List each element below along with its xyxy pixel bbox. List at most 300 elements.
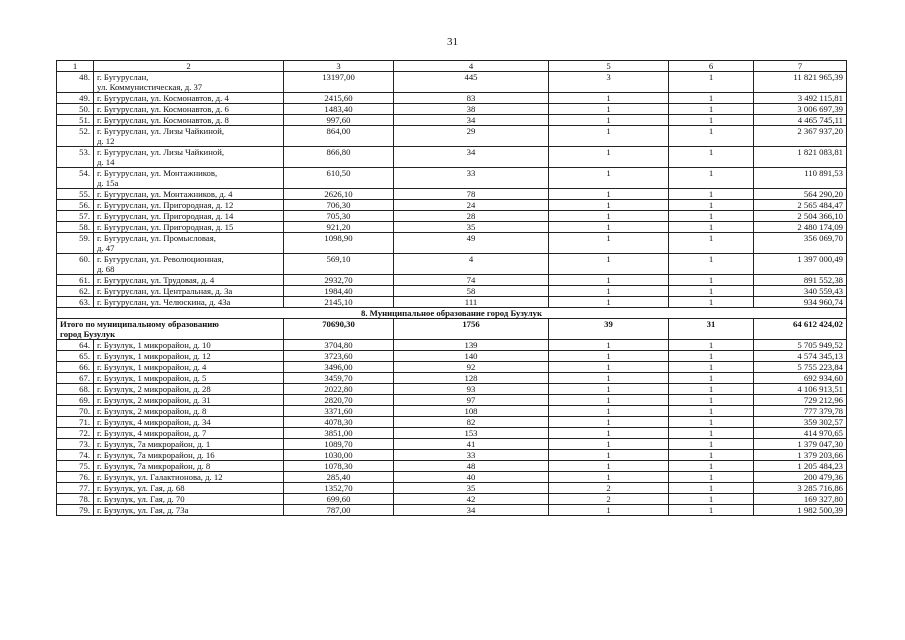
column-5-cell: 1 [549, 147, 669, 168]
count-cell: 49 [394, 233, 549, 254]
column-number-row [57, 61, 847, 72]
address-line: г. Бугуруслан, ул. Революционная, [97, 254, 224, 264]
table-row [57, 395, 847, 406]
table-row [57, 505, 847, 516]
table-row [57, 115, 847, 126]
address-cell [94, 340, 284, 351]
column-6-cell: 1 [669, 72, 754, 93]
area-cell: 1098,90 [284, 233, 394, 254]
count-cell: 40 [394, 472, 549, 483]
cost-cell: 729 212,96 [754, 395, 847, 406]
column-6-cell: 1 [669, 126, 754, 147]
column-6-cell: 1 [669, 211, 754, 222]
column-5-cell: 1 [549, 472, 669, 483]
total-label [57, 319, 284, 340]
count-cell: 28 [394, 211, 549, 222]
row-number-cell: 61. [57, 275, 94, 286]
count-cell: 42 [394, 494, 549, 505]
cost-cell: 3 285 716,86 [754, 483, 847, 494]
column-5-cell: 1 [549, 450, 669, 461]
count-cell: 445 [394, 72, 549, 93]
address-cell [94, 395, 284, 406]
count-cell: 97 [394, 395, 549, 406]
count-cell: 139 [394, 340, 549, 351]
total-column-5: 39 [549, 319, 669, 340]
area-cell: 3496,00 [284, 362, 394, 373]
area-cell: 1483,40 [284, 104, 394, 115]
address-cell [94, 275, 284, 286]
column-5-cell: 1 [549, 417, 669, 428]
area-cell: 2820,70 [284, 395, 394, 406]
column-6-cell: 1 [669, 233, 754, 254]
area-cell: 3723,60 [284, 351, 394, 362]
total-cost: 64 612 424,02 [754, 319, 847, 340]
column-5-cell: 1 [549, 406, 669, 417]
address-cell [94, 189, 284, 200]
address-cell [94, 505, 284, 516]
cost-cell: 777 379,78 [754, 406, 847, 417]
cost-cell: 891 552,38 [754, 275, 847, 286]
address-line: г. Бугуруслан, ул. Лизы Чайкиной, [97, 126, 225, 136]
address-line: г. Бузулук, ул. Гая, д. 73а [97, 505, 189, 515]
address-line: г. Бугуруслан, ул. Космонавтов, д. 4 [97, 93, 229, 103]
area-cell: 866,80 [284, 147, 394, 168]
table-row [57, 461, 847, 472]
count-cell: 83 [394, 93, 549, 104]
row-number-cell: 65. [57, 351, 94, 362]
column-6-cell: 1 [669, 115, 754, 126]
area-cell: 2145,10 [284, 297, 394, 308]
row-number-cell: 50. [57, 104, 94, 115]
address-line: г. Бузулук, 2 микрорайон, д. 28 [97, 384, 211, 394]
row-number-cell: 74. [57, 450, 94, 461]
column-6-cell: 1 [669, 351, 754, 362]
count-cell: 128 [394, 373, 549, 384]
area-cell: 921,20 [284, 222, 394, 233]
address-cell [94, 384, 284, 395]
count-cell: 33 [394, 168, 549, 189]
cost-cell: 340 559,43 [754, 286, 847, 297]
table-row [57, 104, 847, 115]
address-cell [94, 168, 284, 189]
count-cell: 82 [394, 417, 549, 428]
table-row [57, 147, 847, 168]
count-cell: 78 [394, 189, 549, 200]
count-cell: 108 [394, 406, 549, 417]
row-number-cell: 78. [57, 494, 94, 505]
column-6-cell: 1 [669, 254, 754, 275]
table-row [57, 189, 847, 200]
address-cell [94, 286, 284, 297]
row-number-cell: 68. [57, 384, 94, 395]
cost-cell: 5 705 949,52 [754, 340, 847, 351]
column-5-cell: 1 [549, 115, 669, 126]
row-number-cell: 70. [57, 406, 94, 417]
cost-cell: 1 379 203,66 [754, 450, 847, 461]
address-cell [94, 472, 284, 483]
address-cell [94, 450, 284, 461]
table-row [57, 200, 847, 211]
address-cell [94, 115, 284, 126]
address-cell [94, 406, 284, 417]
cost-cell: 110 891,53 [754, 168, 847, 189]
column-5-cell: 1 [549, 211, 669, 222]
column-5-cell: 1 [549, 384, 669, 395]
table-row [57, 72, 847, 93]
table-row [57, 211, 847, 222]
area-cell: 1089,70 [284, 439, 394, 450]
column-6-cell: 1 [669, 189, 754, 200]
address-line: г. Бузулук, 1 микрорайон, д. 12 [97, 351, 211, 361]
address-cell [94, 373, 284, 384]
row-number-cell: 57. [57, 211, 94, 222]
address-cell [94, 428, 284, 439]
cost-cell: 3 492 115,81 [754, 93, 847, 104]
area-cell: 864,00 [284, 126, 394, 147]
row-number-cell: 76. [57, 472, 94, 483]
column-6-cell: 1 [669, 417, 754, 428]
address-cell [94, 351, 284, 362]
count-cell: 33 [394, 450, 549, 461]
column-5-cell: 2 [549, 483, 669, 494]
count-cell: 38 [394, 104, 549, 115]
address-line: г. Бугуруслан, ул. Монтажников, д. 4 [97, 189, 233, 199]
area-cell: 569,10 [284, 254, 394, 275]
area-cell: 1030,00 [284, 450, 394, 461]
count-cell: 34 [394, 505, 549, 516]
area-cell: 1078,30 [284, 461, 394, 472]
area-cell: 3704,80 [284, 340, 394, 351]
count-cell: 34 [394, 147, 549, 168]
cost-cell: 1 205 484,23 [754, 461, 847, 472]
address-line: д. 15а [97, 178, 119, 188]
table-row [57, 494, 847, 505]
row-number-cell: 64. [57, 340, 94, 351]
column-6-cell: 1 [669, 362, 754, 373]
column-5-cell: 1 [549, 168, 669, 189]
column-6-cell: 1 [669, 472, 754, 483]
table-row [57, 351, 847, 362]
count-cell: 93 [394, 384, 549, 395]
area-cell: 3459,70 [284, 373, 394, 384]
table-row [57, 286, 847, 297]
column-number: 7 [754, 61, 847, 72]
column-5-cell: 3 [549, 72, 669, 93]
table-row [57, 439, 847, 450]
address-cell [94, 222, 284, 233]
table-row [57, 233, 847, 254]
table-row [57, 254, 847, 275]
address-cell [94, 297, 284, 308]
address-cell [94, 494, 284, 505]
area-cell: 699,60 [284, 494, 394, 505]
row-number-cell: 63. [57, 297, 94, 308]
area-cell: 2626,10 [284, 189, 394, 200]
total-label-line: Итого по муниципальному образованию [60, 319, 219, 329]
column-number: 1 [57, 61, 94, 72]
column-5-cell: 2 [549, 494, 669, 505]
address-line: г. Бузулук, 1 микрорайон, д. 5 [97, 373, 207, 383]
column-5-cell: 1 [549, 373, 669, 384]
address-line: д. 12 [97, 136, 115, 146]
address-line: г. Бугуруслан, ул. Пригородная, д. 14 [97, 211, 234, 221]
address-cell [94, 147, 284, 168]
total-area: 70690,30 [284, 319, 394, 340]
column-6-cell: 1 [669, 439, 754, 450]
column-6-cell: 1 [669, 340, 754, 351]
column-6-cell: 1 [669, 93, 754, 104]
total-row [57, 319, 847, 340]
page-number: 31 [447, 36, 458, 48]
address-cell [94, 461, 284, 472]
address-line: д. 68 [97, 264, 115, 274]
count-cell: 24 [394, 200, 549, 211]
row-number-cell: 58. [57, 222, 94, 233]
table-row [57, 297, 847, 308]
address-line: г. Бугуруслан, [97, 72, 149, 82]
cost-cell: 934 960,74 [754, 297, 847, 308]
column-5-cell: 1 [549, 93, 669, 104]
column-5-cell: 1 [549, 104, 669, 115]
cost-cell: 414 970,65 [754, 428, 847, 439]
cost-cell: 1 982 500,39 [754, 505, 847, 516]
row-number-cell: 77. [57, 483, 94, 494]
table-row [57, 362, 847, 373]
column-5-cell: 1 [549, 233, 669, 254]
address-line: г. Бузулук, 1 микрорайон, д. 10 [97, 340, 211, 350]
column-6-cell: 1 [669, 461, 754, 472]
column-6-cell: 1 [669, 494, 754, 505]
section-row [57, 308, 847, 319]
address-cell [94, 93, 284, 104]
table-row [57, 275, 847, 286]
count-cell: 4 [394, 254, 549, 275]
row-number-cell: 53. [57, 147, 94, 168]
column-6-cell: 1 [669, 168, 754, 189]
cost-cell: 4 106 913,51 [754, 384, 847, 395]
table-row [57, 417, 847, 428]
row-number-cell: 52. [57, 126, 94, 147]
table-row [57, 93, 847, 104]
column-5-cell: 1 [549, 505, 669, 516]
row-number-cell: 69. [57, 395, 94, 406]
address-line: г. Бугуруслан, ул. Промысловая, [97, 233, 216, 243]
address-line: г. Бузулук, ул. Гая, д. 70 [97, 494, 185, 504]
cost-cell: 1 379 047,30 [754, 439, 847, 450]
count-cell: 92 [394, 362, 549, 373]
row-number-cell: 60. [57, 254, 94, 275]
address-line: г. Бузулук, 7а микрорайон, д. 8 [97, 461, 211, 471]
column-5-cell: 1 [549, 362, 669, 373]
address-line: г. Бузулук, ул. Галактионова, д. 12 [97, 472, 223, 482]
table-row [57, 168, 847, 189]
column-6-cell: 1 [669, 147, 754, 168]
count-cell: 74 [394, 275, 549, 286]
row-number-cell: 75. [57, 461, 94, 472]
address-line: ул. Коммунистическая, д. 37 [97, 82, 203, 92]
column-5-cell: 1 [549, 126, 669, 147]
column-5-cell: 1 [549, 254, 669, 275]
table-row [57, 428, 847, 439]
column-6-cell: 1 [669, 373, 754, 384]
row-number-cell: 62. [57, 286, 94, 297]
row-number-cell: 49. [57, 93, 94, 104]
count-cell: 29 [394, 126, 549, 147]
count-cell: 35 [394, 483, 549, 494]
table-row [57, 483, 847, 494]
table-row [57, 373, 847, 384]
address-line: г. Бугуруслан, ул. Челюскина, д. 43а [97, 297, 231, 307]
total-column-6: 31 [669, 319, 754, 340]
column-number: 6 [669, 61, 754, 72]
cost-cell: 1 397 000,49 [754, 254, 847, 275]
cost-cell: 4 574 345,13 [754, 351, 847, 362]
cost-cell: 2 480 174,09 [754, 222, 847, 233]
address-line: г. Бугуруслан, ул. Центральная, д. 3а [97, 286, 233, 296]
column-6-cell: 1 [669, 505, 754, 516]
area-cell: 705,30 [284, 211, 394, 222]
area-cell: 285,40 [284, 472, 394, 483]
address-line: г. Бугуруслан, ул. Трудовая, д. 4 [97, 275, 215, 285]
cost-cell: 11 821 965,39 [754, 72, 847, 93]
cost-cell: 1 821 083,81 [754, 147, 847, 168]
column-6-cell: 1 [669, 104, 754, 115]
address-cell [94, 72, 284, 93]
address-line: г. Бузулук, 1 микрорайон, д. 4 [97, 362, 207, 372]
address-line: д. 14 [97, 157, 115, 167]
address-cell [94, 483, 284, 494]
address-line: г. Бузулук, 7а микрорайон, д. 1 [97, 439, 211, 449]
cost-cell: 2 565 484,47 [754, 200, 847, 211]
cost-cell: 359 302,57 [754, 417, 847, 428]
row-number-cell: 66. [57, 362, 94, 373]
column-5-cell: 1 [549, 395, 669, 406]
cost-cell: 692 934,60 [754, 373, 847, 384]
address-line: г. Бугуруслан, ул. Космонавтов, д. 8 [97, 115, 229, 125]
column-5-cell: 1 [549, 286, 669, 297]
cost-cell: 2 367 937,20 [754, 126, 847, 147]
table-row [57, 472, 847, 483]
cost-cell: 2 504 366,10 [754, 211, 847, 222]
address-line: г. Бугуруслан, ул. Монтажников, [97, 168, 218, 178]
address-line: г. Бузулук, 7а микрорайон, д. 16 [97, 450, 215, 460]
column-6-cell: 1 [669, 450, 754, 461]
column-6-cell: 1 [669, 483, 754, 494]
count-cell: 58 [394, 286, 549, 297]
row-number-cell: 59. [57, 233, 94, 254]
row-number-cell: 72. [57, 428, 94, 439]
address-cell [94, 126, 284, 147]
column-number: 5 [549, 61, 669, 72]
table-row [57, 126, 847, 147]
address-cell [94, 439, 284, 450]
count-cell: 48 [394, 461, 549, 472]
address-line: г. Бугуруслан, ул. Лизы Чайкиной, [97, 147, 225, 157]
table-row [57, 384, 847, 395]
table-body [57, 61, 847, 516]
table-row [57, 450, 847, 461]
column-5-cell: 1 [549, 297, 669, 308]
table-row [57, 340, 847, 351]
section-title: 8. Муниципальное образование город Бузулук [57, 308, 847, 319]
address-line: д. 47 [97, 243, 115, 253]
row-number-cell: 67. [57, 373, 94, 384]
table-row [57, 222, 847, 233]
row-number-cell: 54. [57, 168, 94, 189]
row-number-cell: 55. [57, 189, 94, 200]
cost-cell: 3 006 697,39 [754, 104, 847, 115]
area-cell: 4078,30 [284, 417, 394, 428]
area-cell: 3851,00 [284, 428, 394, 439]
cost-cell: 5 755 223,84 [754, 362, 847, 373]
total-count: 1756 [394, 319, 549, 340]
row-number-cell: 51. [57, 115, 94, 126]
count-cell: 153 [394, 428, 549, 439]
address-cell [94, 254, 284, 275]
row-number-cell: 79. [57, 505, 94, 516]
address-cell [94, 233, 284, 254]
address-cell [94, 200, 284, 211]
table-row [57, 406, 847, 417]
address-line: г. Бузулук, 4 микрорайон, д. 7 [97, 428, 207, 438]
row-number-cell: 48. [57, 72, 94, 93]
count-cell: 140 [394, 351, 549, 362]
address-cell [94, 417, 284, 428]
column-5-cell: 1 [549, 189, 669, 200]
column-6-cell: 1 [669, 428, 754, 439]
housing-registry-table [56, 60, 847, 516]
column-5-cell: 1 [549, 200, 669, 211]
column-5-cell: 1 [549, 461, 669, 472]
count-cell: 34 [394, 115, 549, 126]
column-5-cell: 1 [549, 222, 669, 233]
count-cell: 41 [394, 439, 549, 450]
area-cell: 1352,70 [284, 483, 394, 494]
address-line: г. Бузулук, 2 микрорайон, д. 8 [97, 406, 207, 416]
cost-cell: 169 327,80 [754, 494, 847, 505]
column-6-cell: 1 [669, 222, 754, 233]
area-cell: 13197,00 [284, 72, 394, 93]
address-cell [94, 211, 284, 222]
cost-cell: 356 069,70 [754, 233, 847, 254]
column-6-cell: 1 [669, 275, 754, 286]
column-number: 4 [394, 61, 549, 72]
area-cell: 706,30 [284, 200, 394, 211]
area-cell: 2022,80 [284, 384, 394, 395]
total-label-line: город Бузулук [60, 329, 116, 339]
address-line: г. Бугуруслан, ул. Пригородная, д. 15 [97, 222, 234, 232]
column-5-cell: 1 [549, 351, 669, 362]
column-6-cell: 1 [669, 200, 754, 211]
area-cell: 787,00 [284, 505, 394, 516]
column-6-cell: 1 [669, 286, 754, 297]
address-line: г. Бузулук, ул. Гая, д. 68 [97, 483, 185, 493]
column-5-cell: 1 [549, 340, 669, 351]
address-cell [94, 104, 284, 115]
column-6-cell: 1 [669, 384, 754, 395]
address-line: г. Бузулук, 4 микрорайон, д. 34 [97, 417, 211, 427]
count-cell: 111 [394, 297, 549, 308]
area-cell: 997,60 [284, 115, 394, 126]
address-line: г. Бузулук, 2 микрорайон, д. 31 [97, 395, 211, 405]
area-cell: 2932,70 [284, 275, 394, 286]
area-cell: 1984,40 [284, 286, 394, 297]
row-number-cell: 73. [57, 439, 94, 450]
column-number: 3 [284, 61, 394, 72]
column-5-cell: 1 [549, 275, 669, 286]
column-number: 2 [94, 61, 284, 72]
column-6-cell: 1 [669, 297, 754, 308]
